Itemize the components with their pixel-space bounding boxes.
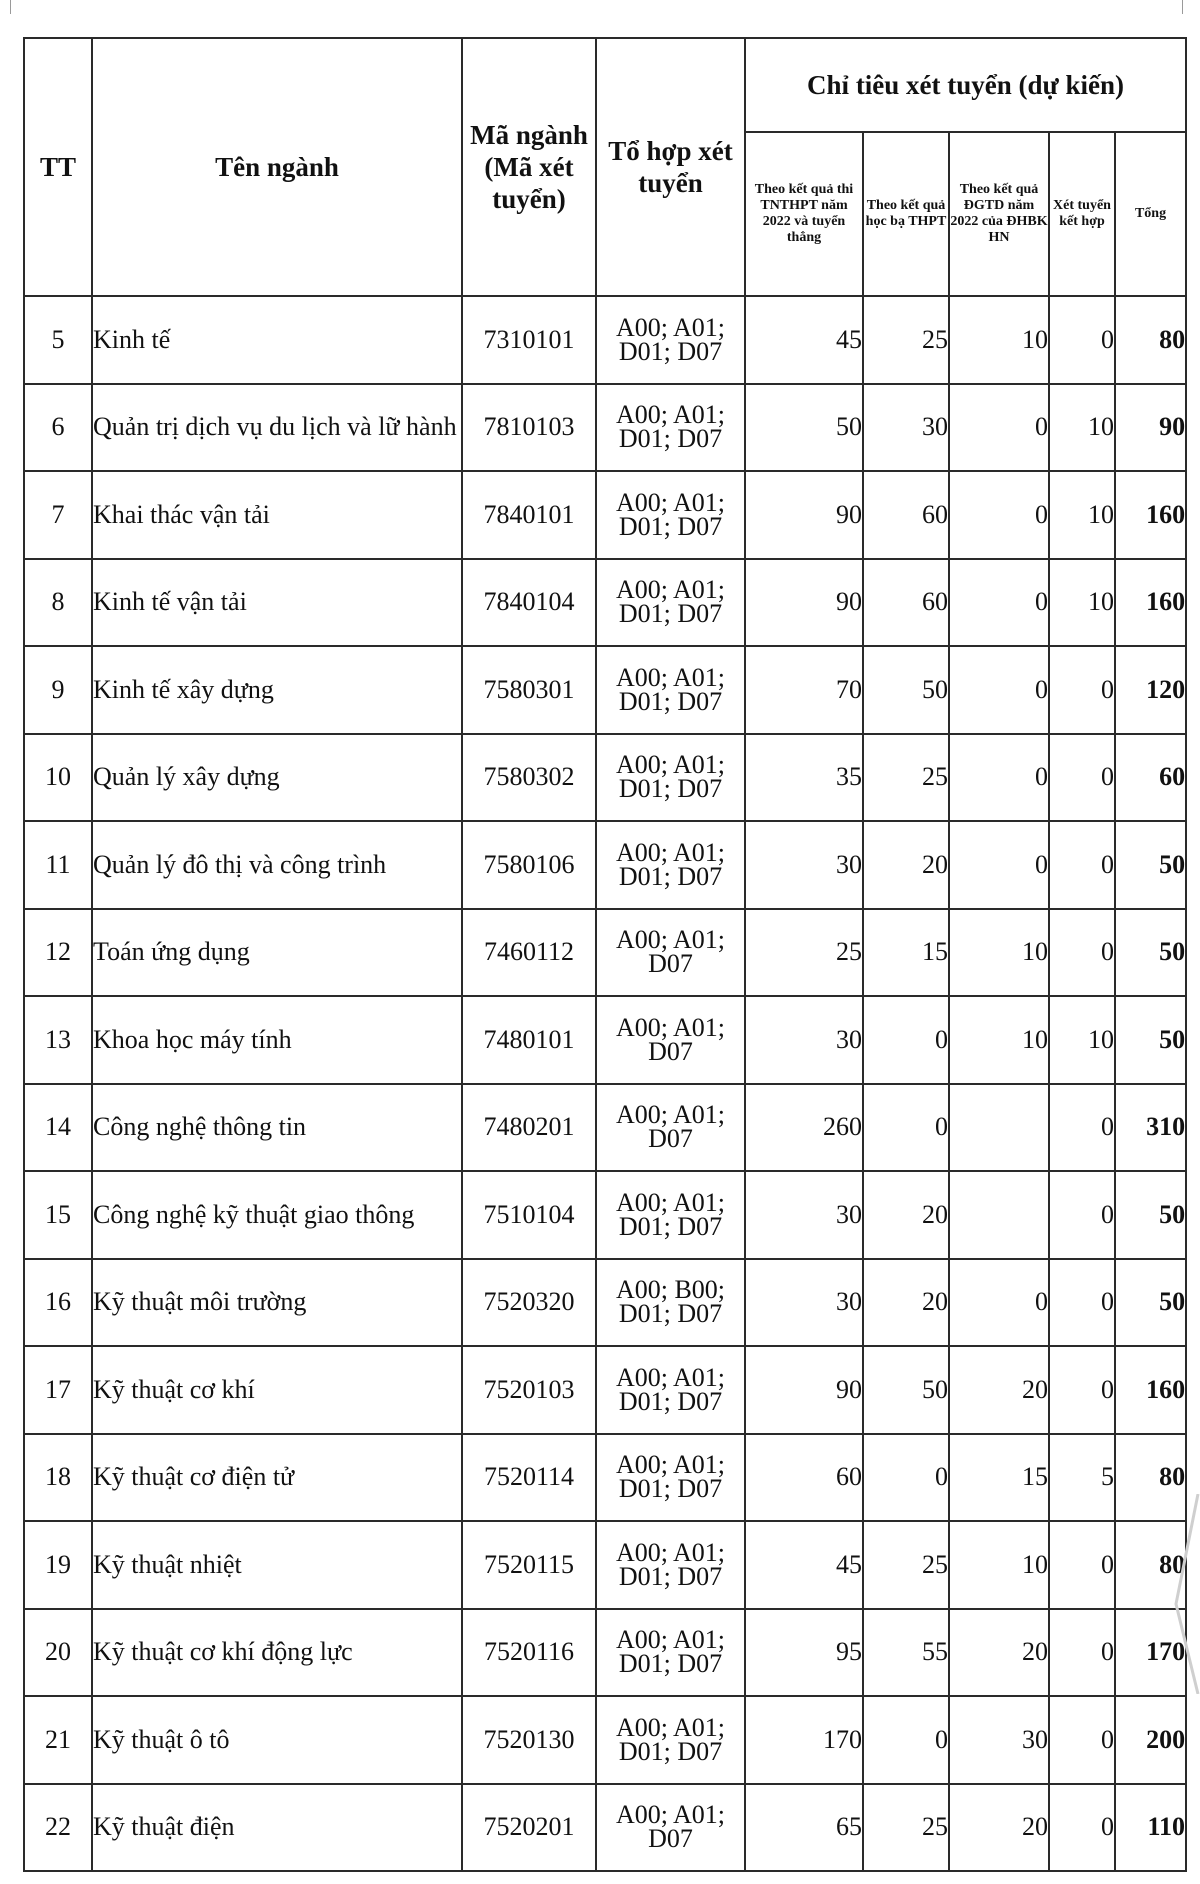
row-quota-total: 110 [1115,1784,1186,1872]
row-major-code: 7310101 [462,296,596,384]
row-quota-combined: 0 [1049,1521,1115,1609]
row-quota-exam: 260 [745,1084,863,1172]
row-quota-combined: 0 [1049,1346,1115,1434]
scan-fold-mark [1170,1494,1200,1694]
row-major-code: 7580301 [462,646,596,734]
row-quota-total: 310 [1115,1084,1186,1172]
row-subject-combination: A00; A01; D01; D07 [596,296,745,384]
row-quota-combined: 0 [1049,1171,1115,1259]
header-quota-total: Tổng [1115,132,1186,296]
table-row [24,1696,1186,1784]
row-quota-exam: 90 [745,559,863,647]
row-quota-dgtd: 20 [949,1784,1049,1872]
row-major-code: 7460112 [462,909,596,997]
row-quota-dgtd: 0 [949,646,1049,734]
table-row [24,1171,1186,1259]
row-major-code: 7580302 [462,734,596,822]
row-subject-combination: A00; A01; D01; D07 [596,384,745,472]
row-major-name: Kỹ thuật môi trường [92,1259,462,1347]
table-row [24,1084,1186,1172]
row-tt: 13 [24,996,92,1084]
row-quota-dgtd: 20 [949,1609,1049,1697]
table-row [24,1346,1186,1434]
row-major-code: 7520116 [462,1609,596,1697]
row-quota-exam: 25 [745,909,863,997]
row-major-code: 7520115 [462,1521,596,1609]
row-major-name: Kinh tế vận tải [92,559,462,647]
row-subject-combination: A00; A01; D07 [596,1084,745,1172]
row-major-name: Khoa học máy tính [92,996,462,1084]
row-tt: 17 [24,1346,92,1434]
row-quota-transcript: 20 [863,1259,949,1347]
row-quota-dgtd: 0 [949,821,1049,909]
table-row [24,646,1186,734]
row-quota-combined: 0 [1049,821,1115,909]
row-major-name: Kỹ thuật nhiệt [92,1521,462,1609]
row-major-name: Công nghệ kỹ thuật giao thông [92,1171,462,1259]
row-quota-transcript: 60 [863,559,949,647]
row-major-name: Khai thác vận tải [92,471,462,559]
row-major-name: Quản lý đô thị và công trình [92,821,462,909]
row-quota-dgtd: 0 [949,471,1049,559]
row-quota-total: 160 [1115,471,1186,559]
row-major-code: 7840104 [462,559,596,647]
row-subject-combination: A00; A01; D07 [596,996,745,1084]
row-major-name: Công nghệ thông tin [92,1084,462,1172]
row-quota-total: 50 [1115,1259,1186,1347]
row-quota-transcript: 60 [863,471,949,559]
row-subject-combination: A00; A01; D01; D07 [596,559,745,647]
row-quota-transcript: 25 [863,1521,949,1609]
row-quota-total: 160 [1115,559,1186,647]
row-tt: 16 [24,1259,92,1347]
row-quota-dgtd: 10 [949,296,1049,384]
header-quota-dgtd: Theo kết quả ĐGTD năm 2022 của ĐHBK HN [949,132,1049,296]
row-tt: 8 [24,559,92,647]
row-quota-transcript: 20 [863,1171,949,1259]
row-subject-combination: A00; A01; D01; D07 [596,471,745,559]
row-tt: 21 [24,1696,92,1784]
row-quota-total: 80 [1115,1434,1186,1522]
header-major-code: Mã ngành (Mã xét tuyển) [462,38,596,296]
row-subject-combination: A00; A01; D01; D07 [596,1346,745,1434]
margin-line-left [10,0,11,14]
row-major-code: 7520320 [462,1259,596,1347]
row-quota-transcript: 55 [863,1609,949,1697]
row-major-name: Kinh tế [92,296,462,384]
row-quota-dgtd: 0 [949,1259,1049,1347]
row-quota-dgtd: 30 [949,1696,1049,1784]
row-major-name: Quản trị dịch vụ du lịch và lữ hành [92,384,462,472]
row-tt: 12 [24,909,92,997]
row-quota-combined: 0 [1049,1084,1115,1172]
row-quota-total: 120 [1115,646,1186,734]
row-tt: 22 [24,1784,92,1872]
row-major-name: Kỹ thuật cơ khí [92,1346,462,1434]
row-subject-combination: A00; A01; D07 [596,909,745,997]
admission-quota-table [23,37,1187,1872]
row-major-code: 7520130 [462,1696,596,1784]
header-major-name: Tên ngành [92,38,462,296]
row-quota-dgtd: 10 [949,909,1049,997]
row-subject-combination: A00; A01; D01; D07 [596,1521,745,1609]
row-tt: 10 [24,734,92,822]
table-row [24,909,1186,997]
row-quota-transcript: 0 [863,996,949,1084]
row-quota-exam: 65 [745,1784,863,1872]
row-subject-combination: A00; A01; D01; D07 [596,1696,745,1784]
row-quota-total: 50 [1115,1171,1186,1259]
row-quota-total: 90 [1115,384,1186,472]
header-tt: TT [24,38,92,296]
row-major-name: Kỹ thuật ô tô [92,1696,462,1784]
row-subject-combination: A00; A01; D01; D07 [596,1609,745,1697]
row-quota-total: 50 [1115,996,1186,1084]
header-quota-group: Chỉ tiêu xét tuyển (dự kiến) [745,38,1186,132]
row-quota-transcript: 25 [863,1784,949,1872]
row-tt: 5 [24,296,92,384]
table-row [24,471,1186,559]
row-quota-combined: 10 [1049,559,1115,647]
row-quota-exam: 30 [745,821,863,909]
row-quota-dgtd: 10 [949,996,1049,1084]
row-quota-transcript: 0 [863,1696,949,1784]
row-quota-exam: 95 [745,1609,863,1697]
row-quota-exam: 90 [745,471,863,559]
row-quota-exam: 70 [745,646,863,734]
row-quota-transcript: 20 [863,821,949,909]
row-quota-dgtd: 10 [949,1521,1049,1609]
row-quota-dgtd: 15 [949,1434,1049,1522]
row-quota-total: 80 [1115,296,1186,384]
page-top-margin [0,0,1200,30]
table-row [24,384,1186,472]
row-quota-exam: 60 [745,1434,863,1522]
row-major-name: Kỹ thuật cơ điện tử [92,1434,462,1522]
row-quota-total: 60 [1115,734,1186,822]
row-quota-combined: 0 [1049,1259,1115,1347]
row-quota-transcript: 25 [863,734,949,822]
row-quota-transcript: 0 [863,1084,949,1172]
table-row [24,1259,1186,1347]
row-quota-combined: 0 [1049,1696,1115,1784]
row-quota-transcript: 50 [863,1346,949,1434]
row-tt: 19 [24,1521,92,1609]
row-subject-combination: A00; A01; D07 [596,1784,745,1872]
row-major-code: 7580106 [462,821,596,909]
row-tt: 6 [24,384,92,472]
row-quota-combined: 0 [1049,1784,1115,1872]
row-quota-total: 170 [1115,1609,1186,1697]
row-subject-combination: A00; A01; D01; D07 [596,1434,745,1522]
row-quota-combined: 0 [1049,734,1115,822]
row-quota-exam: 90 [745,1346,863,1434]
row-quota-transcript: 0 [863,1434,949,1522]
margin-line-right [1182,0,1183,14]
row-major-code: 7520114 [462,1434,596,1522]
row-quota-total: 200 [1115,1696,1186,1784]
table-row [24,1784,1186,1872]
table-row [24,734,1186,822]
row-major-name: Quản lý xây dựng [92,734,462,822]
row-quota-exam: 170 [745,1696,863,1784]
row-quota-combined: 0 [1049,1609,1115,1697]
row-quota-combined: 10 [1049,384,1115,472]
row-quota-dgtd [949,1171,1049,1259]
row-quota-exam: 45 [745,296,863,384]
row-quota-transcript: 30 [863,384,949,472]
table-row [24,559,1186,647]
row-quota-exam: 30 [745,996,863,1084]
row-major-code: 7510104 [462,1171,596,1259]
row-quota-transcript: 25 [863,296,949,384]
row-quota-transcript: 15 [863,909,949,997]
header-quota-combined: Xét tuyển kết hợp [1049,132,1115,296]
row-quota-exam: 35 [745,734,863,822]
header-quota-exam: Theo kết quả thi TNTHPT năm 2022 và tuyển thẳng [745,132,863,296]
row-quota-dgtd [949,1084,1049,1172]
row-major-name: Kỹ thuật điện [92,1784,462,1872]
table-row [24,996,1186,1084]
row-subject-combination: A00; B00; D01; D07 [596,1259,745,1347]
row-quota-combined: 0 [1049,909,1115,997]
row-quota-combined: 10 [1049,996,1115,1084]
row-major-code: 7520201 [462,1784,596,1872]
row-subject-combination: A00; A01; D01; D07 [596,821,745,909]
row-major-code: 7480201 [462,1084,596,1172]
row-tt: 15 [24,1171,92,1259]
table-row [24,821,1186,909]
row-major-code: 7520103 [462,1346,596,1434]
row-quota-transcript: 50 [863,646,949,734]
row-quota-dgtd: 0 [949,384,1049,472]
row-quota-total: 50 [1115,821,1186,909]
header-quota-transcript: Theo kết quả học bạ THPT [863,132,949,296]
row-major-code: 7810103 [462,384,596,472]
row-quota-combined: 10 [1049,471,1115,559]
row-quota-combined: 0 [1049,296,1115,384]
row-tt: 18 [24,1434,92,1522]
row-major-name: Toán ứng dụng [92,909,462,997]
row-quota-total: 80 [1115,1521,1186,1609]
row-quota-exam: 50 [745,384,863,472]
row-quota-exam: 45 [745,1521,863,1609]
table-row [24,296,1186,384]
table-row [24,1434,1186,1522]
row-major-name: Kinh tế xây dựng [92,646,462,734]
row-tt: 11 [24,821,92,909]
row-major-name: Kỹ thuật cơ khí động lực [92,1609,462,1697]
row-quota-total: 50 [1115,909,1186,997]
row-tt: 7 [24,471,92,559]
row-major-code: 7840101 [462,471,596,559]
row-tt: 20 [24,1609,92,1697]
row-quota-dgtd: 0 [949,734,1049,822]
row-tt: 14 [24,1084,92,1172]
row-quota-dgtd: 20 [949,1346,1049,1434]
row-subject-combination: A00; A01; D01; D07 [596,1171,745,1259]
table-row [24,1609,1186,1697]
row-quota-combined: 5 [1049,1434,1115,1522]
row-quota-combined: 0 [1049,646,1115,734]
row-subject-combination: A00; A01; D01; D07 [596,734,745,822]
row-quota-total: 160 [1115,1346,1186,1434]
row-major-code: 7480101 [462,996,596,1084]
row-subject-combination: A00; A01; D01; D07 [596,646,745,734]
row-quota-exam: 30 [745,1259,863,1347]
row-quota-dgtd: 0 [949,559,1049,647]
row-tt: 9 [24,646,92,734]
row-quota-exam: 30 [745,1171,863,1259]
header-subject-combination: Tổ hợp xét tuyển [596,38,745,296]
table-row [24,1521,1186,1609]
